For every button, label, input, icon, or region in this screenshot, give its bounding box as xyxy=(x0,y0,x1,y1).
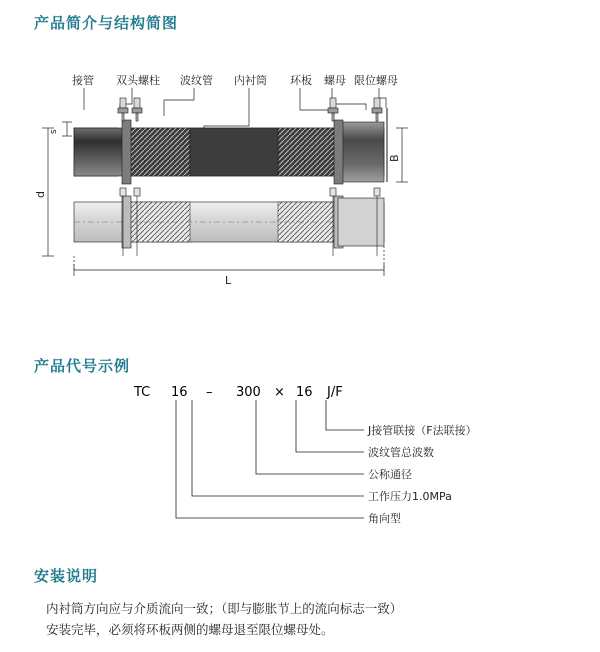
code-part-1: 16 xyxy=(171,385,188,400)
callout-label-6: 限位螺母 xyxy=(354,74,398,87)
dim-label-L: L xyxy=(225,274,232,287)
legend-item-3: 工作压力1.0MPa xyxy=(368,490,452,503)
dim-label-d: d xyxy=(34,191,47,198)
dim-label-s: s xyxy=(49,129,59,134)
code-part-0: TC xyxy=(134,385,151,400)
callout-label-3: 内衬筒 xyxy=(234,74,267,87)
callout-labels xyxy=(72,73,398,87)
section-title-code: 产品代号示例 xyxy=(34,357,131,375)
bottom-view xyxy=(74,188,384,256)
install-line-2: 安装完毕，必须将环板两侧的螺母退至限位螺母处。 xyxy=(46,622,334,637)
code-text xyxy=(133,385,343,400)
callout-label-0: 接管 xyxy=(72,74,94,87)
install-line-1: 内衬筒方向应与介质流向一致；（即与膨胀节上的流向标志一致） xyxy=(46,601,403,616)
section-title-intro: 产品简介与结构简图 xyxy=(34,14,179,32)
callout-label-2: 波纹管 xyxy=(180,74,213,87)
callout-label-1: 双头螺柱 xyxy=(116,74,160,87)
dim-label-B: B xyxy=(388,154,401,162)
legend-item-0: J接管联接（F法联接） xyxy=(368,424,477,437)
code-leader-lines xyxy=(176,400,364,518)
legend-item-4: 角向型 xyxy=(368,512,401,525)
install-notes xyxy=(46,598,566,640)
product-code-diagram xyxy=(34,378,564,543)
structure-diagram xyxy=(34,70,564,300)
code-legend xyxy=(367,423,477,525)
legend-item-2: 公称通径 xyxy=(368,468,412,481)
callout-label-4: 环板 xyxy=(290,74,312,87)
code-part-6: J/F xyxy=(327,385,343,400)
code-part-5: 16 xyxy=(296,385,313,400)
callout-label-5: 螺母 xyxy=(324,74,346,87)
top-view xyxy=(74,98,387,184)
legend-item-1: 波纹管总波数 xyxy=(368,446,434,459)
code-part-2: – xyxy=(206,385,213,400)
code-part-3: 300 xyxy=(236,385,261,400)
section-title-install: 安装说明 xyxy=(34,567,99,585)
code-part-4: × xyxy=(274,385,285,400)
